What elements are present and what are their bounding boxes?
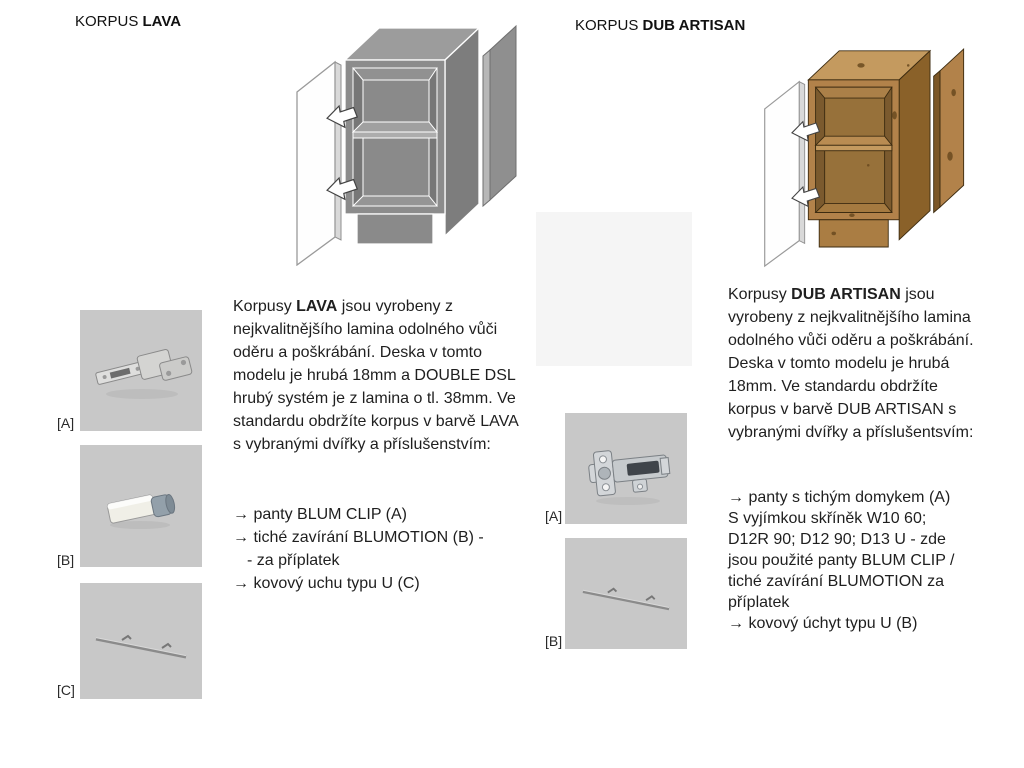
list-item: tiché zavírání BLUMOTION za	[728, 573, 945, 590]
lava-gallery-image-b	[80, 445, 202, 567]
artisan-gallery-image-a	[565, 413, 687, 524]
list-item: → kovový uchu typu U (C)	[233, 575, 420, 592]
label-left-c: [C]	[57, 682, 75, 698]
label-right-b: [B]	[545, 633, 563, 649]
label-right-a: [A]	[545, 508, 563, 524]
lava-gallery-image-a	[80, 310, 202, 431]
soft-close-hinge-icon	[565, 413, 687, 524]
right-title-bold: DUB ARTISAN	[642, 17, 746, 34]
left-title-bold: LAVA	[142, 13, 182, 30]
lava-paragraph-bold: LAVA	[296, 298, 338, 315]
list-item: S vyjímkou skříněk W10 60;	[728, 510, 927, 527]
artisan-paragraph-bold: DUB ARTISAN	[791, 286, 901, 303]
u-handle-icon	[80, 583, 202, 699]
list-item: - za příplatek	[247, 552, 340, 569]
left-title-prefix: KORPUS	[75, 13, 143, 30]
list-item: příplatek	[728, 594, 790, 611]
right-title-prefix: KORPUS	[575, 17, 643, 34]
lava-description-paragraph	[233, 295, 525, 456]
artisan-paragraph-rest: jsou vyrobeny z nejkvalitnějšího lamina odolného vůči oděru a poškrábání. Deska v tomto modelu je hrubá 18mm. Ve standardu obdržíte korpus v barvě DUB ARTISAN s vybranými dvířky a příslušentsvím:	[728, 286, 974, 441]
list-item: → panty s tichým domykem (A)	[728, 489, 951, 506]
list-item: → panty BLUM CLIP (A)	[233, 506, 407, 523]
dub-artisan-cabinet-illustration	[752, 24, 970, 272]
list-item: D12R 90; D12 90; D13 U - zde	[728, 531, 946, 548]
artisan-feature-list	[728, 487, 988, 634]
left-section-title	[75, 13, 181, 30]
artisan-description-paragraph	[728, 283, 978, 444]
lava-gallery-image-c	[80, 583, 202, 699]
clip-hinge-icon	[80, 310, 202, 431]
lava-paragraph-prefix: Korpusy	[233, 298, 297, 315]
lava-cabinet-illustration	[283, 4, 523, 266]
right-section-title	[575, 17, 745, 34]
label-left-b: [B]	[57, 552, 75, 568]
artisan-gallery-image-b	[565, 538, 687, 649]
list-item: → tiché zavírání BLUMOTION (B) -	[233, 529, 484, 546]
faint-image-placeholder	[536, 212, 692, 366]
list-item: → kovový úchyt typu U (B)	[728, 615, 918, 632]
u-handle-icon	[565, 538, 687, 649]
list-item: jsou použité panty BLUM CLIP /	[728, 552, 955, 569]
lava-paragraph-rest: jsou vyrobeny z nejkvalitnějšího lamina odolného vůči oděru a poškrábání. Deska v tomto modelu je hrubá 18mm a DOUBLE DSL hrubý systém je z lamina o tl. 38mm. Ve standardu obdržíte korpus v barvě LAVA s vybranými dvířky a příslušenstvím:	[233, 298, 518, 453]
blumotion-damper-icon	[80, 445, 202, 567]
label-left-a: [A]	[57, 415, 75, 431]
lava-feature-list	[233, 503, 525, 595]
artisan-paragraph-prefix: Korpusy	[728, 286, 792, 303]
